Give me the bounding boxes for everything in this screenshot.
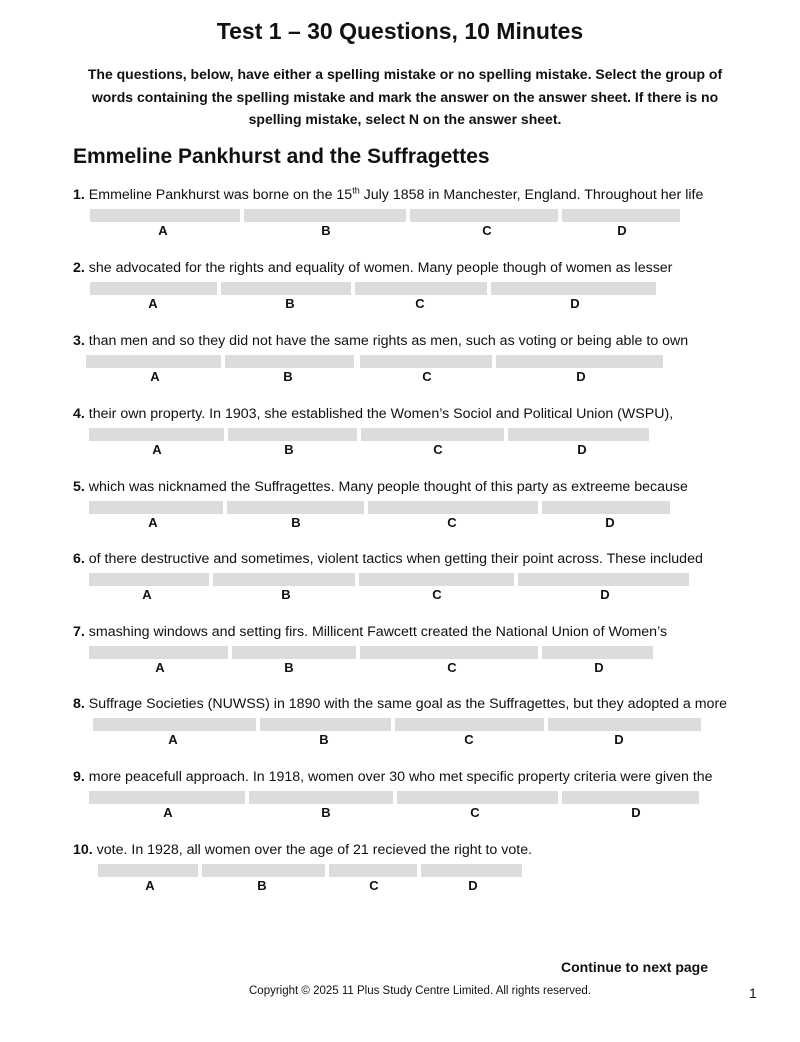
word-group-a: [98, 864, 198, 877]
option-c-label: C: [422, 369, 432, 384]
word-group-d: [508, 428, 649, 441]
question-number: 2.: [73, 260, 85, 276]
option-b-label: B: [257, 878, 267, 893]
option-a-label: A: [158, 223, 168, 238]
ordinal-suffix: th: [352, 185, 360, 196]
option-b-label: B: [321, 805, 331, 820]
page-title: Test 1 – 30 Questions, 10 Minutes: [216, 18, 584, 44]
word-group-d: [562, 209, 680, 222]
option-d-label: D: [594, 660, 604, 675]
word-group-d: [496, 355, 663, 368]
option-c-label: C: [482, 223, 492, 238]
option-d-label: D: [600, 587, 610, 602]
word-group-d: [542, 501, 670, 514]
word-group-d: [562, 791, 699, 804]
word-group-c: [410, 209, 558, 222]
copyright: Copyright © 2025 11 Plus Study Centre Limited. All rights reserved.: [249, 985, 591, 997]
option-d-label: D: [570, 296, 580, 311]
question-number: 5.: [73, 479, 85, 495]
question-text: 5. which was nicknamed the Suffragettes. Many people thought of this party as extreeme because: [73, 479, 688, 495]
question-4: [73, 406, 733, 476]
word-group-c: [360, 646, 538, 659]
question-3: [73, 333, 733, 403]
option-d-label: D: [617, 223, 627, 238]
option-b-label: B: [321, 223, 331, 238]
question-number: 4.: [73, 406, 85, 422]
option-b-label: B: [319, 732, 329, 747]
question-text: 7. smashing windows and setting firs. Millicent Fawcett created the National Union of Women’s: [73, 624, 668, 640]
option-d-label: D: [468, 878, 478, 893]
option-c-label: C: [369, 878, 379, 893]
word-group-d: [421, 864, 522, 877]
option-b-label: B: [284, 442, 294, 457]
word-group-a: [89, 501, 223, 514]
word-group-a: [90, 282, 217, 295]
option-a-label: A: [145, 878, 155, 893]
word-group-a: [93, 718, 256, 731]
question-text: 8. Suffrage Societies (NUWSS) in 1890 with the same goal as the Suffragettes, but they adopted a more: [73, 696, 728, 712]
word-group-c: [329, 864, 417, 877]
option-b-label: B: [291, 515, 301, 530]
word-group-a: [86, 355, 221, 368]
question-text: 4. their own property. In 1903, she established the Women’s Sociol and Political Union (WSPU),: [73, 406, 674, 422]
option-c-label: C: [447, 660, 457, 675]
option-b-label: B: [281, 587, 291, 602]
option-a-label: A: [152, 442, 162, 457]
question-8: [73, 696, 733, 766]
option-d-label: D: [576, 369, 586, 384]
question-number: 7.: [73, 624, 85, 640]
word-group-d: [518, 573, 689, 586]
option-a-label: A: [142, 587, 152, 602]
word-group-c: [361, 428, 504, 441]
option-b-label: B: [285, 296, 295, 311]
word-group-c: [359, 573, 514, 586]
question-number: 9.: [73, 769, 85, 785]
option-c-label: C: [447, 515, 457, 530]
option-d-label: D: [605, 515, 615, 530]
word-group-a: [89, 791, 245, 804]
word-group-c: [395, 718, 544, 731]
word-group-a: [89, 646, 228, 659]
word-group-d: [548, 718, 701, 731]
word-group-b: [232, 646, 356, 659]
question-1: [73, 187, 733, 257]
word-group-b: [202, 864, 325, 877]
word-group-d: [491, 282, 656, 295]
word-group-b: [225, 355, 354, 368]
word-group-b: [228, 428, 357, 441]
question-5: [73, 479, 733, 549]
question-number: 1.: [73, 187, 85, 203]
page-number: 1: [749, 985, 757, 1001]
passage-heading: Emmeline Pankhurst and the Suffragettes: [73, 145, 490, 168]
word-group-c: [397, 791, 558, 804]
word-group-c: [368, 501, 538, 514]
question-10: [73, 842, 733, 912]
instructions: The questions, below, have either a spelling mistake or no spelling mistake. Select the group of words containing the spelling mistake and mark the answer on the answer sheet. If there is no spelling mistake, select N on the answer sheet.: [87, 66, 723, 127]
option-c-label: C: [415, 296, 425, 311]
option-a-label: A: [155, 660, 165, 675]
word-group-b: [249, 791, 393, 804]
option-a-label: A: [168, 732, 178, 747]
option-c-label: C: [470, 805, 480, 820]
question-text: 1. Emmeline Pankhurst was borne on the 15th July 1858 in Manchester, England. Throughout her life: [73, 185, 704, 203]
option-d-label: D: [631, 805, 641, 820]
word-group-a: [89, 573, 209, 586]
question-number: 8.: [73, 696, 85, 712]
question-6: [73, 551, 733, 621]
option-d-label: D: [577, 442, 587, 457]
option-a-label: A: [148, 296, 158, 311]
word-group-d: [542, 646, 653, 659]
word-group-a: [90, 209, 240, 222]
option-a-label: A: [150, 369, 160, 384]
option-c-label: C: [464, 732, 474, 747]
question-number: 3.: [73, 333, 85, 349]
option-a-label: A: [163, 805, 173, 820]
question-text: 10. vote. In 1928, all women over the age of 21 recieved the right to vote.: [73, 842, 533, 858]
question-number: 10.: [73, 842, 93, 858]
option-c-label: C: [432, 587, 442, 602]
word-group-c: [355, 282, 487, 295]
question-number: 6.: [73, 551, 85, 567]
option-a-label: A: [148, 515, 158, 530]
word-group-b: [244, 209, 406, 222]
option-b-label: B: [283, 369, 293, 384]
word-group-b: [227, 501, 364, 514]
question-9: [73, 769, 733, 839]
continue-note: Continue to next page: [561, 959, 708, 975]
word-group-b: [221, 282, 351, 295]
word-group-b: [260, 718, 391, 731]
word-group-c: [360, 355, 492, 368]
word-group-b: [213, 573, 355, 586]
question-text: 6. of there destructive and sometimes, violent tactics when getting their point across. These included: [73, 551, 703, 567]
question-text: 3. than men and so they did not have the same rights as men, such as voting or being able to own: [73, 333, 689, 349]
question-text: 2. she advocated for the rights and equality of women. Many people though of women as lesser: [73, 260, 673, 276]
option-c-label: C: [433, 442, 443, 457]
question-2: [73, 260, 733, 330]
question-7: [73, 624, 733, 694]
word-group-a: [89, 428, 224, 441]
option-b-label: B: [284, 660, 294, 675]
question-text: 9. more peacefull approach. In 1918, women over 30 who met specific property criteria were given the: [73, 769, 713, 785]
option-d-label: D: [614, 732, 624, 747]
